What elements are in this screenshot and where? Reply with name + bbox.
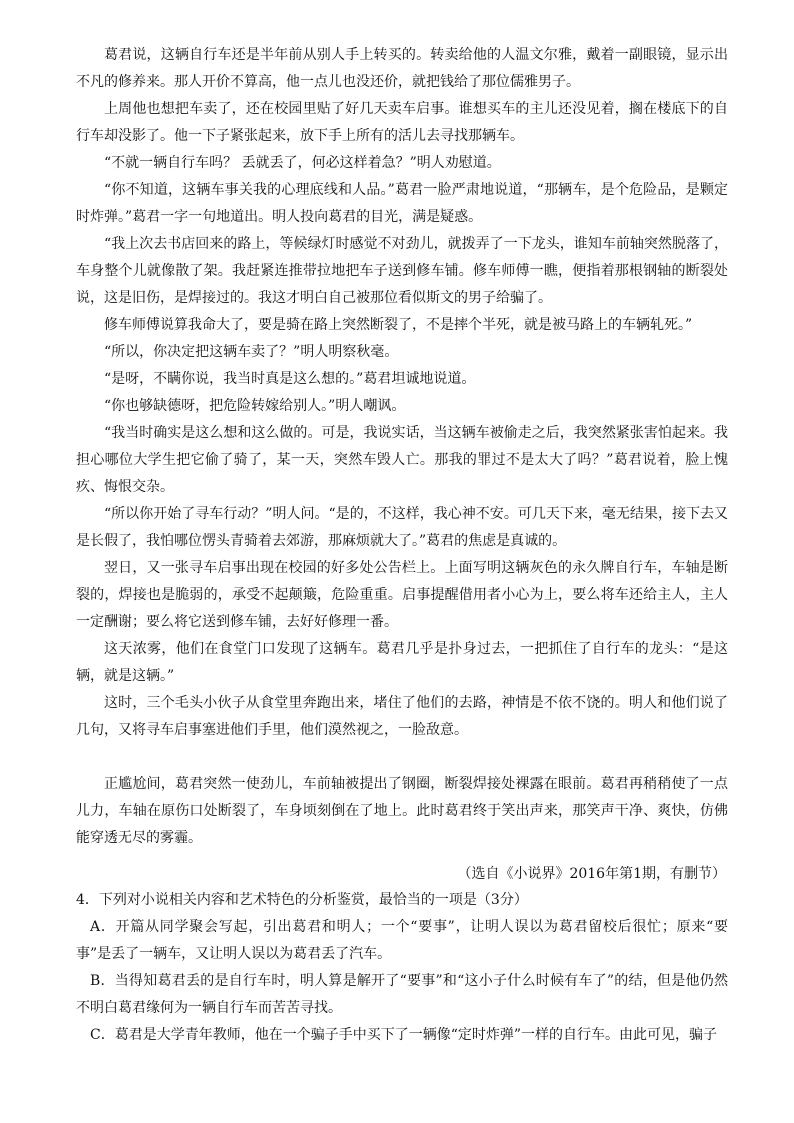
story-paragraph-13: 这天浓雾，他们在食堂门口发现了这辆车。葛君几乎是扑身过去，一把抓住了自行车的龙头：“是这辆，就是这辆。”	[76, 641, 728, 684]
story-paragraph-3: “不就一辆自行车吗？ 丢就丢了，何必这样着急？”明人劝慰道。	[104, 155, 501, 171]
option-b: B．当得知葛君丢的是自行车时，明人算是解开了“要事”和“这小子什么时候有车了”的结，但是他仍然不明白葛君缘何为一辆自行车而苦苦寻找。	[76, 973, 728, 1016]
story-paragraph-2: 上周他也想把车卖了，还在校园里贴了好几天卖车启事。谁想买车的主儿还没见着，搁在楼底下的自行车却没影了。他一下子紧张起来，放下手上所有的活儿去寻找那辆车。	[76, 101, 728, 144]
story-paragraph-1: 葛君说，这辆自行车还是半年前从别人手上转买的。转卖给他的人温文尔雅，戴着一副眼镜，显示出不凡的修养来。那人开价不算高，他一点儿也没还价，就把钱给了那位儒雅男子。	[76, 47, 728, 90]
story-paragraph-15: 正尴尬间，葛君突然一使劲儿，车前轴被提出了钢圈，断裂焊接处裸露在眼前。葛君再稍稍使了一点儿力，车轴在原伤口处断裂了，车身顷刻倒在了地上。此时葛君终于笑出声来，那笑声干净、爽快，仿佛能穿透无尽的雾霾。	[76, 776, 728, 846]
story-paragraph-10: “我当时确实是这么想和这么做的。可是，我说实话，当这辆车被偷走之后，我突然紧张害怕起来。我担心哪位大学生把它偷了骑了，某一天，突然车毁人亡。那我的罪过不是太大了吗？”葛君说着，脸上愧疚、悔恨交杂。	[76, 425, 728, 495]
story-paragraph-14: 这时，三个毛头小伙子从食堂里奔跑出来，堵住了他们的去路，神情是不依不饶的。明人和他们说了几句，又将寻车启事塞进他们手里，他们漠然视之，一脸敌意。	[76, 695, 728, 738]
story-paragraph-6: 修车师傅说算我命大了，要是骑在路上突然断裂了，不是摔个半死，就是被马路上的车辆轧死。”	[104, 317, 693, 333]
option-a: A．开篇从同学聚会写起，引出葛君和明人；一个“要事”，让明人误以为葛君留校后很忙；原来“要事”是丢了一辆车，又让明人误以为葛君丢了汽车。	[76, 919, 728, 962]
story-paragraph-11: “所以你开始了寻车行动？”明人问。“是的，不这样，我心神不安。可几天下来，毫无结果，接下去又是长假了，我怕哪位愣头青骑着去郊游，那麻烦就大了。”葛君的焦虑是真诚的。	[76, 506, 728, 549]
option-c: C．葛君是大学青年教师，他在一个骗子手中买下了一辆像“定时炸弹”一样的自行车。由此可见，骗子	[90, 1027, 718, 1043]
story-paragraph-4: “你不知道，这辆车事关我的心理底线和人品。”葛君一脸严肃地说道，“那辆车，是个危险品，是颗定时炸弹。”葛君一字一句地道出。明人投向葛君的目光，满是疑惑。	[76, 182, 728, 225]
story-paragraph-5: “我上次去书店回来的路上，等候绿灯时感觉不对劲儿，就拨弄了一下龙头，谁知车前轴突然脱落了，车身整个儿就像散了架。我赶紧连推带拉地把车子送到修车铺。修车师傅一瞧，便指着那根钢轴的断裂处说，这是旧伤，是焊接过的。我这才明白自己被那位看似斯文的男子给骗了。	[76, 236, 728, 306]
story-paragraph-7: “所以，你决定把这辆车卖了？”明人明察秋毫。	[104, 344, 399, 360]
story-paragraph-9: “你也够缺德呀，把危险转嫁给别人。”明人嘲讽。	[104, 398, 406, 414]
story-paragraph-8: “是呀，不瞒你说，我当时真是这么想的。”葛君坦诚地说道。	[104, 371, 476, 387]
question-stem: 4．下列对小说相关内容和艺术特色的分析鉴赏，最恰当的一项是（3分）	[76, 892, 528, 908]
story-source: （选自《小说界》2016年第1期，有删节）	[457, 866, 726, 882]
story-paragraph-12: 翌日，又一张寻车启事出现在校园的好多处公告栏上。上面写明这辆灰色的永久牌自行车，车轴是断裂的，焊接也是脆弱的，承受不起颠簸，危险重重。启事提醒借用者小心为上，要么将车还给主人，主人一定酬谢；要么将它送到修车铺，去好好修理一番。	[76, 560, 728, 630]
